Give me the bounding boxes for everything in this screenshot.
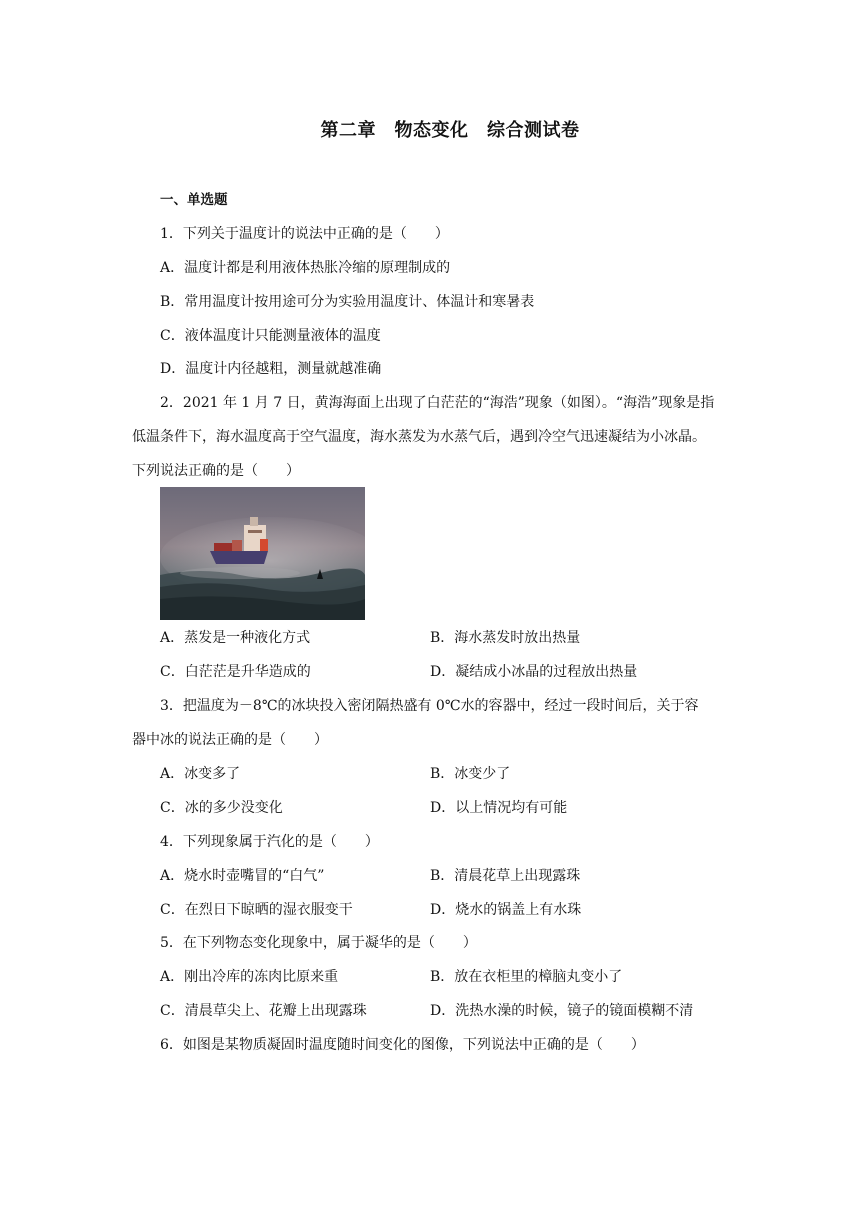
ship-in-fog-image (160, 487, 365, 620)
question-3-option-b: B．冰变少了 (430, 766, 511, 782)
question-2-stem-line-1: 2．2021 年 1 月 7 日，黄海海面上出现了白茫茫的“海浩”现象（如图）。“海浩”现象是指 (160, 395, 715, 411)
question-3-option-a: A．冰变多了 (160, 766, 241, 782)
question-2-option-a: A．蒸发是一种液化方式 (160, 630, 311, 646)
question-2-stem-line-3: 下列说法正确的是（ ） (132, 463, 300, 479)
question-5-option-d: D．洗热水澡的时候，镜子的镜面模糊不清 (430, 1003, 694, 1019)
question-1-stem: 1．下列关于温度计的说法中正确的是（ ） (160, 226, 449, 242)
question-2-stem-line-2: 低温条件下，海水温度高于空气温度，海水蒸发为水蒸气后，遇到冷空气迅速凝结为小冰晶。 (132, 429, 706, 445)
question-5-option-b: B．放在衣柜里的樟脑丸变小了 (430, 969, 623, 985)
sea-smoke-ship-photo (160, 487, 365, 620)
question-2-option-c: C．白茫茫是升华造成的 (160, 664, 311, 680)
question-5-option-a: A．刚出冷库的冻肉比原来重 (160, 969, 339, 985)
page-title: 第二章 物态变化 综合测试卷 (320, 120, 580, 141)
question-1-option-b: B．常用温度计按用途可分为实验用温度计、体温计和寒暑表 (160, 294, 535, 310)
question-5-stem: 5．在下列物态变化现象中，属于凝华的是（ ） (160, 935, 477, 951)
question-1-option-c: C．液体温度计只能测量液体的温度 (160, 328, 381, 344)
question-4-option-d: D．烧水的锅盖上有水珠 (430, 902, 582, 918)
question-4-stem: 4．下列现象属于汽化的是（ ） (160, 834, 379, 850)
question-4-option-b: B．清晨花草上出现露珠 (430, 868, 581, 884)
question-1-option-d: D．温度计内径越粗，测量就越准确 (160, 361, 382, 377)
question-5-option-c: C．清晨草尖上、花瓣上出现露珠 (160, 1003, 367, 1019)
question-4-option-c: C．在烈日下晾晒的湿衣服变干 (160, 902, 353, 918)
question-3-option-c: C．冰的多少没变化 (160, 800, 283, 816)
question-3-option-d: D．以上情况均有可能 (430, 800, 568, 816)
question-1-option-a: A．温度计都是利用液体热胀冷缩的原理制成的 (160, 260, 451, 276)
question-3-stem-line-2: 器中冰的说法正确的是（ ） (132, 732, 328, 748)
question-2-option-d: D．凝结成小冰晶的过程放出热量 (430, 664, 638, 680)
question-2-option-b: B．海水蒸发时放出热量 (430, 630, 581, 646)
question-3-stem-line-1: 3．把温度为－8℃的冰块投入密闭隔热盛有 0℃水的容器中，经过一段时间后，关于容 (160, 698, 699, 714)
question-4-option-a: A．烧水时壶嘴冒的“白气” (160, 868, 325, 884)
question-6-stem: 6．如图是某物质凝固时温度随时间变化的图像，下列说法中正确的是（ ） (160, 1037, 645, 1053)
section-heading: 一、单选题 (160, 192, 228, 208)
